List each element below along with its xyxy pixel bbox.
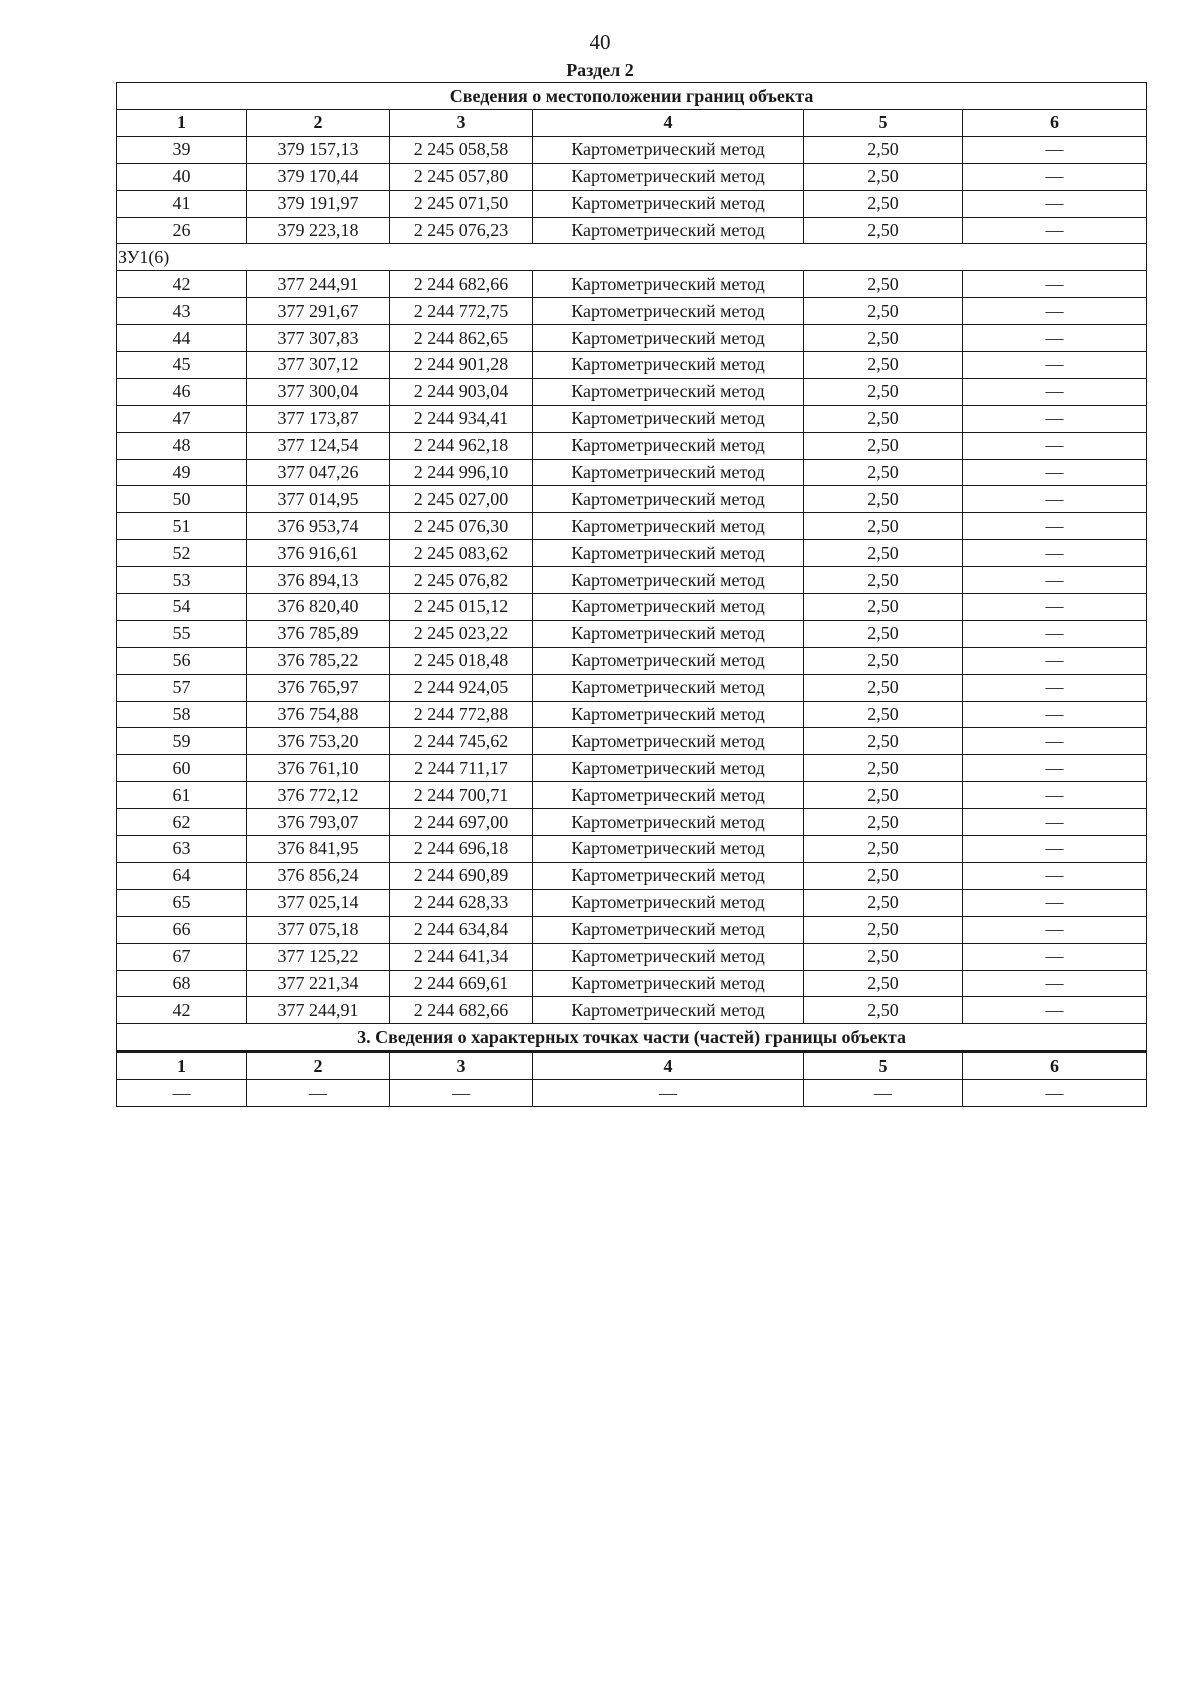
cell-accuracy: 2,50 [804,997,963,1024]
cell-coord-y: 2 244 641,34 [390,943,533,970]
table-row [117,647,1147,674]
table-row [117,836,1147,863]
cell-point-number: 59 [117,728,247,755]
cell-description: — [963,298,1147,325]
cell-description: — [963,836,1147,863]
cell-coord-y: 2 244 628,33 [390,889,533,916]
cell-accuracy: 2,50 [804,136,963,163]
cell-method: Картометрический метод [533,513,804,540]
cell-accuracy: 5 [804,1052,963,1080]
cell-accuracy: 2,50 [804,701,963,728]
cell-accuracy: 2,50 [804,647,963,674]
cell-coord-y: 2 245 027,00 [390,486,533,513]
cell-coord-y: 2 244 934,41 [390,405,533,432]
cell-description: — [963,378,1147,405]
cell-point-number: 42 [117,271,247,298]
cell-method: Картометрический метод [533,540,804,567]
cell-description: — [963,459,1147,486]
cell-method: — [533,1080,804,1107]
cell-point-number: 58 [117,701,247,728]
cell-method: Картометрический метод [533,782,804,809]
cell-coord-x: 377 300,04 [247,378,390,405]
cell-accuracy: 2,50 [804,728,963,755]
cell-point-number: 40 [117,163,247,190]
cell-method: Картометрический метод [533,997,804,1024]
cell-accuracy: 2,50 [804,486,963,513]
cell-point-number: 43 [117,298,247,325]
cell-description: — [963,701,1147,728]
table-row [117,540,1147,567]
table-row [117,862,1147,889]
cell-coord-y: 2 245 023,22 [390,620,533,647]
cell-method: Картометрический метод [533,594,804,621]
cell-accuracy: 2,50 [804,325,963,352]
cell-coord-x: 377 244,91 [247,997,390,1024]
cell-method: Картометрический метод [533,567,804,594]
cell-method: Картометрический метод [533,136,804,163]
cell-coord-y: 2 244 772,75 [390,298,533,325]
cell-coord-y: 2 245 076,30 [390,513,533,540]
cell-coord-x: 376 793,07 [247,809,390,836]
cell-accuracy: 2,50 [804,540,963,567]
cell-description: — [963,782,1147,809]
cell-description: — [963,809,1147,836]
cell-coord-y: 2 244 962,18 [390,432,533,459]
cell-description: — [963,889,1147,916]
cell-coord-x: 376 820,40 [247,594,390,621]
cell-point-number: 55 [117,620,247,647]
cell-coord-y: 2 244 862,65 [390,325,533,352]
cell-description: — [963,405,1147,432]
cell-point-number: 41 [117,190,247,217]
cell-coord-y: 2 245 015,12 [390,594,533,621]
cell-coord-y: 2 245 058,58 [390,136,533,163]
cell-method: Картометрический метод [533,943,804,970]
table-row [117,782,1147,809]
cell-method: Картометрический метод [533,217,804,244]
cell-point-number: 65 [117,889,247,916]
table-row [117,809,1147,836]
table-row [117,513,1147,540]
cell-coord-y: 2 244 696,18 [390,836,533,863]
cell-accuracy: 2,50 [804,889,963,916]
cell-accuracy: 2,50 [804,674,963,701]
cell-description: — [963,136,1147,163]
cell-coord-y: 2 244 697,00 [390,809,533,836]
cell-accuracy: 2,50 [804,459,963,486]
table-row [117,620,1147,647]
cell-accuracy: 2,50 [804,943,963,970]
table-row [117,271,1147,298]
cell-point-number: 26 [117,217,247,244]
cell-point-number: 47 [117,405,247,432]
cell-coord-x: 376 753,20 [247,728,390,755]
cell-point-number: 50 [117,486,247,513]
cell-description: — [963,190,1147,217]
table-row [117,163,1147,190]
cell-accuracy: 2,50 [804,378,963,405]
cell-method: Картометрический метод [533,190,804,217]
cell-method: Картометрический метод [533,916,804,943]
cell-point-number: 61 [117,782,247,809]
cell-coord-x: 377 291,67 [247,298,390,325]
cell-method: Картометрический метод [533,271,804,298]
cell-coord-y: 2 245 018,48 [390,647,533,674]
cell-point-number: 49 [117,459,247,486]
cell-description: — [963,486,1147,513]
cell-point-number: 54 [117,594,247,621]
cell-coord-x: 377 075,18 [247,916,390,943]
cell-method: Картометрический метод [533,459,804,486]
cell-description: — [963,647,1147,674]
cell-description: — [963,728,1147,755]
cell-coord-x: — [247,1080,390,1107]
cell-coord-x: 379 157,13 [247,136,390,163]
cell-description: — [963,916,1147,943]
cell-coord-x: 2 [247,1052,390,1080]
cell-point-number: 63 [117,836,247,863]
cell-description: — [963,997,1147,1024]
cell-coord-y: 2 244 924,05 [390,674,533,701]
cell-accuracy: 5 [804,110,963,137]
cell-description: — [963,970,1147,997]
cell-coord-y: — [390,1080,533,1107]
cell-method: Картометрический метод [533,486,804,513]
table-row [117,755,1147,782]
cell-method: Картометрический метод [533,862,804,889]
cell-description: — [963,352,1147,379]
cell-method: Картометрический метод [533,432,804,459]
cell-point-number: 57 [117,674,247,701]
cell-method: Картометрический метод [533,405,804,432]
cell-coord-x: 377 221,34 [247,970,390,997]
cell-coord-x: 377 025,14 [247,889,390,916]
cell-point-number: 53 [117,567,247,594]
cell-description: — [963,755,1147,782]
cell-coord-x: 376 916,61 [247,540,390,567]
cell-coord-y: 2 245 083,62 [390,540,533,567]
cell-coord-y: 2 244 711,17 [390,755,533,782]
table-row [117,459,1147,486]
cell-coord-x: 379 191,97 [247,190,390,217]
cell-description: — [963,540,1147,567]
cell-coord-y: 2 245 071,50 [390,190,533,217]
table-row [117,325,1147,352]
cell-coord-y: 2 245 076,82 [390,567,533,594]
cell-coord-y: 2 244 669,61 [390,970,533,997]
cell-coord-x: 377 173,87 [247,405,390,432]
cell-description: — [963,217,1147,244]
cell-method: Картометрический метод [533,889,804,916]
cell-method: Картометрический метод [533,755,804,782]
cell-coord-y: 2 244 903,04 [390,378,533,405]
cell-accuracy: 2,50 [804,809,963,836]
cell-point-number: 62 [117,809,247,836]
cell-method: 4 [533,1052,804,1080]
cell-coord-y: 2 244 682,66 [390,271,533,298]
cell-point-number: 48 [117,432,247,459]
cell-description: — [963,325,1147,352]
cell-coord-x: 379 170,44 [247,163,390,190]
cell-description: — [963,594,1147,621]
cell-coord-y: 3 [390,110,533,137]
cell-point-number: 68 [117,970,247,997]
part-section-title-row [117,1024,1147,1052]
cell-point-number: 42 [117,997,247,1024]
cell-coord-x: 377 125,22 [247,943,390,970]
cell-point-number: — [117,1080,247,1107]
table-row [117,728,1147,755]
cell-accuracy: 2,50 [804,836,963,863]
cell-coord-x: 377 014,95 [247,486,390,513]
cell-point-number: 52 [117,540,247,567]
cell-description: — [963,163,1147,190]
cell-coord-x: 2 [247,110,390,137]
cell-description: — [963,943,1147,970]
group-label-row [117,244,1147,271]
table-row [117,567,1147,594]
table-row [117,432,1147,459]
cell-coord-y: 2 244 682,66 [390,997,533,1024]
cell-coord-y: 2 244 901,28 [390,352,533,379]
table-row [117,943,1147,970]
table-row [117,405,1147,432]
table-row [117,298,1147,325]
cell-accuracy: 2,50 [804,298,963,325]
cell-point-number: 1 [117,110,247,137]
page-number: 40 [589,30,611,54]
part-column-number-row [117,1052,1147,1080]
cell-coord-x: 377 307,83 [247,325,390,352]
cell-method: Картометрический метод [533,325,804,352]
cell-method: Картометрический метод [533,809,804,836]
cell-coord-x: 376 785,89 [247,620,390,647]
cell-point-number: 60 [117,755,247,782]
cell-description: — [963,513,1147,540]
cell-description: — [963,271,1147,298]
cell-accuracy: 2,50 [804,352,963,379]
cell-coord-x: 377 047,26 [247,459,390,486]
cell-accuracy: 2,50 [804,782,963,809]
group-label: ЗУ1(6) [117,244,1147,271]
cell-method: Картометрический метод [533,647,804,674]
table-title: Сведения о местоположении границ объекта [117,83,1147,110]
cell-point-number: 66 [117,916,247,943]
section-title: Раздел 2 [566,60,634,80]
cell-coord-y: 3 [390,1052,533,1080]
cell-description: — [963,674,1147,701]
cell-accuracy: — [804,1080,963,1107]
part-table-row [117,1080,1147,1107]
cell-point-number: 45 [117,352,247,379]
table-row [117,889,1147,916]
table-row [117,594,1147,621]
cell-description: — [963,862,1147,889]
cell-description: 6 [963,110,1147,137]
table-row [117,190,1147,217]
cell-coord-x: 376 953,74 [247,513,390,540]
cell-coord-y: 2 244 996,10 [390,459,533,486]
column-number-row [117,110,1147,137]
cell-accuracy: 2,50 [804,620,963,647]
cell-method: Картометрический метод [533,970,804,997]
cell-method: Картометрический метод [533,836,804,863]
cell-accuracy: 2,50 [804,271,963,298]
cell-coord-x: 376 785,22 [247,647,390,674]
part-section-title: 3. Сведения о характерных точках части (частей) границы объекта [117,1024,1147,1052]
cell-accuracy: 2,50 [804,190,963,217]
cell-point-number: 1 [117,1052,247,1080]
cell-point-number: 67 [117,943,247,970]
table-row [117,217,1147,244]
cell-accuracy: 2,50 [804,163,963,190]
table-row [117,997,1147,1024]
cell-accuracy: 2,50 [804,432,963,459]
cell-coord-x: 376 894,13 [247,567,390,594]
cell-accuracy: 2,50 [804,970,963,997]
cell-description: — [963,620,1147,647]
table-row [117,136,1147,163]
cell-coord-y: 2 244 745,62 [390,728,533,755]
cell-accuracy: 2,50 [804,405,963,432]
cell-coord-x: 379 223,18 [247,217,390,244]
boundary-table [116,82,1147,1107]
cell-coord-x: 376 772,12 [247,782,390,809]
cell-accuracy: 2,50 [804,862,963,889]
cell-coord-x: 377 124,54 [247,432,390,459]
cell-coord-y: 2 244 634,84 [390,916,533,943]
table-row [117,674,1147,701]
cell-description: — [963,567,1147,594]
cell-coord-y: 2 244 690,89 [390,862,533,889]
cell-method: Картометрический метод [533,701,804,728]
cell-description: — [963,432,1147,459]
cell-accuracy: 2,50 [804,594,963,621]
cell-coord-x: 376 765,97 [247,674,390,701]
cell-coord-y: 2 245 057,80 [390,163,533,190]
cell-coord-x: 376 856,24 [247,862,390,889]
table-row [117,970,1147,997]
cell-coord-x: 377 307,12 [247,352,390,379]
cell-method: 4 [533,110,804,137]
cell-coord-y: 2 244 700,71 [390,782,533,809]
cell-coord-y: 2 245 076,23 [390,217,533,244]
cell-coord-x: 376 841,95 [247,836,390,863]
cell-coord-x: 376 761,10 [247,755,390,782]
cell-accuracy: 2,50 [804,567,963,594]
cell-accuracy: 2,50 [804,217,963,244]
cell-method: Картометрический метод [533,620,804,647]
cell-point-number: 56 [117,647,247,674]
cell-accuracy: 2,50 [804,755,963,782]
cell-method: Картометрический метод [533,298,804,325]
cell-description: 6 [963,1052,1147,1080]
cell-point-number: 64 [117,862,247,889]
cell-method: Картометрический метод [533,163,804,190]
cell-coord-x: 377 244,91 [247,271,390,298]
cell-description: — [963,1080,1147,1107]
cell-point-number: 39 [117,136,247,163]
cell-coord-y: 2 244 772,88 [390,701,533,728]
cell-point-number: 44 [117,325,247,352]
cell-method: Картометрический метод [533,728,804,755]
cell-method: Картометрический метод [533,378,804,405]
cell-accuracy: 2,50 [804,513,963,540]
table-row [117,486,1147,513]
table-row [117,701,1147,728]
table-row [117,378,1147,405]
table-row [117,916,1147,943]
boundary-table-body [117,83,1147,1107]
cell-point-number: 46 [117,378,247,405]
cell-method: Картометрический метод [533,352,804,379]
cell-coord-x: 376 754,88 [247,701,390,728]
table-title-row [117,83,1147,110]
cell-accuracy: 2,50 [804,916,963,943]
cell-point-number: 51 [117,513,247,540]
cell-method: Картометрический метод [533,674,804,701]
table-row [117,352,1147,379]
